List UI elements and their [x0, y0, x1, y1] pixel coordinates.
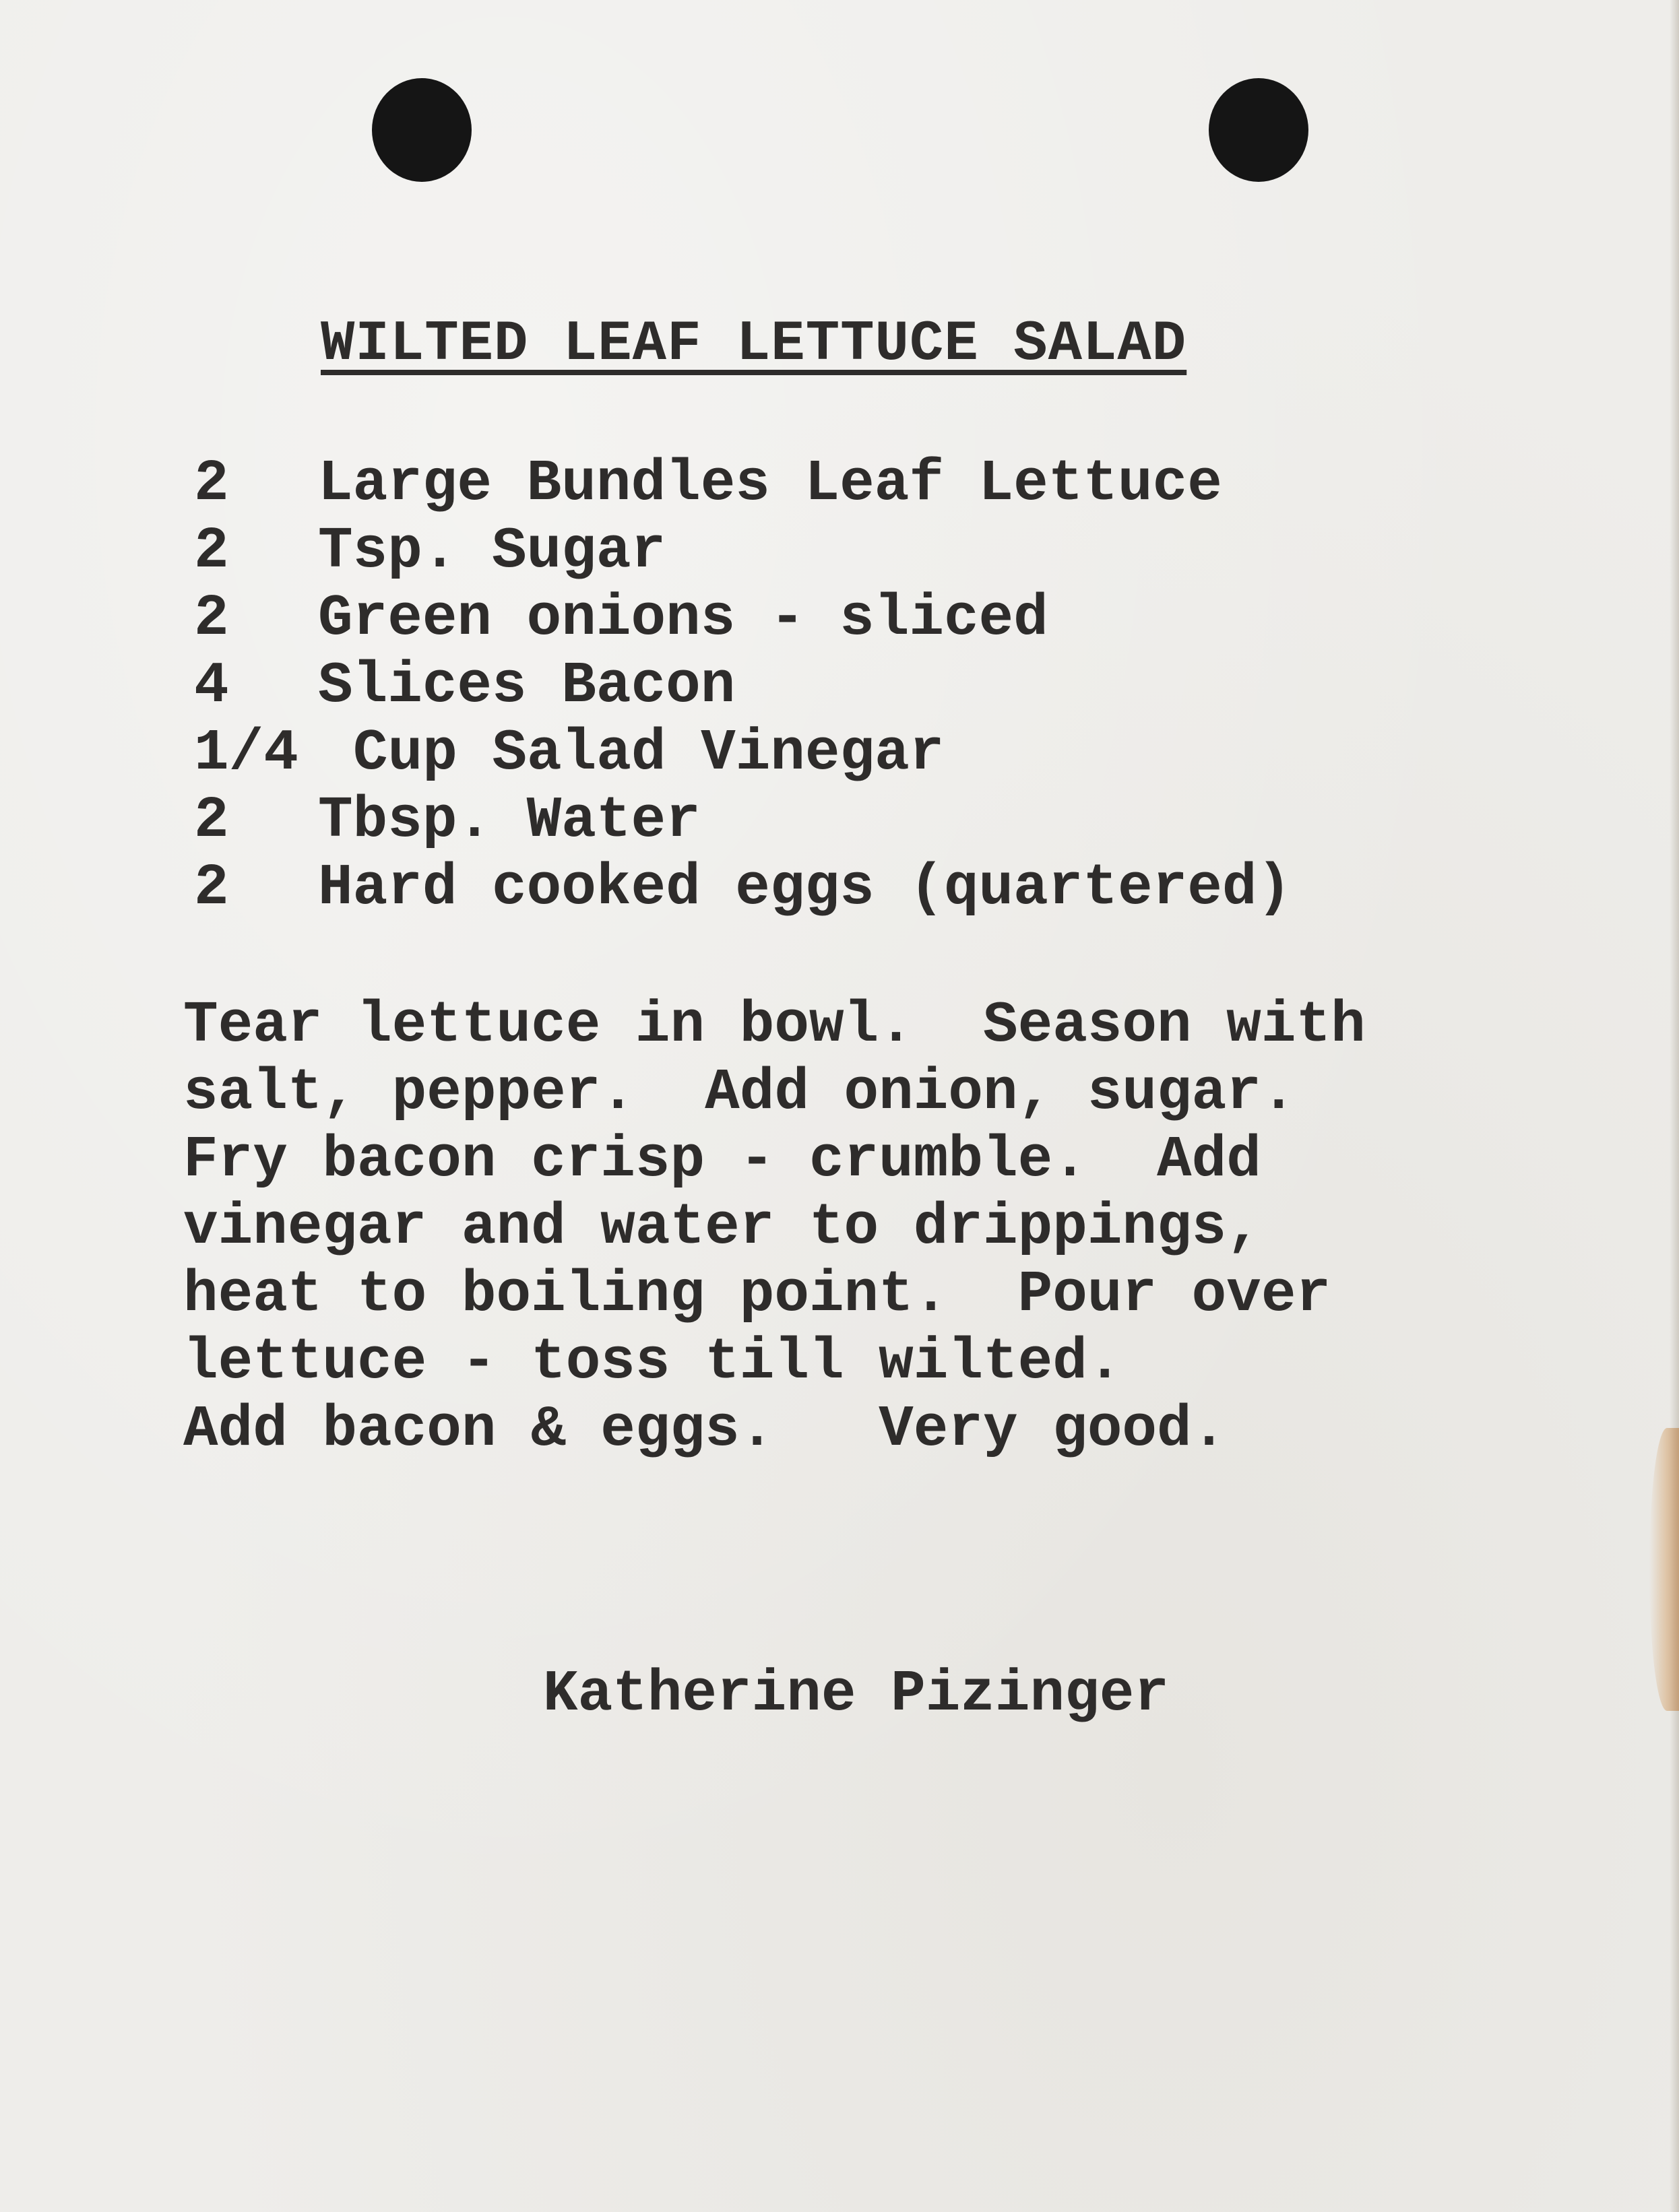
ingredient-list — [194, 450, 1292, 921]
direction-line: Fry bacon crisp - crumble. Add — [183, 1127, 1261, 1193]
directions — [183, 991, 1366, 1463]
direction-line: Add bacon & eggs. Very good. — [183, 1396, 1227, 1462]
direction-line: heat to boiling point. Pour over — [183, 1262, 1331, 1328]
ingredient-item — [194, 652, 1292, 719]
ingredient-quantity: 2 — [194, 585, 229, 651]
ingredient-item — [194, 787, 1292, 854]
ingredient-quantity: 2 — [194, 518, 229, 584]
ingredient-name: Hard cooked eggs (quartered) — [318, 855, 1292, 921]
recipe-title: WILTED LEAF LETTUCE SALAD — [321, 313, 1187, 377]
ingredient-quantity: 2 — [194, 451, 229, 517]
author-name: Katherine Pizinger — [543, 1661, 1169, 1727]
ingredient-item — [194, 854, 1292, 921]
punch-hole-right — [1209, 78, 1308, 182]
direction-line: lettuce - toss till wilted. — [183, 1329, 1122, 1395]
stain-mark — [1649, 1428, 1679, 1711]
ingredient-name: Slices Bacon — [318, 653, 736, 719]
ingredient-quantity: 4 — [194, 653, 229, 719]
ingredient-quantity: 2 — [194, 787, 229, 853]
ingredient-name: Cup Salad Vinegar — [353, 720, 945, 786]
direction-line: vinegar and water to drippings, — [183, 1194, 1261, 1260]
ingredient-quantity: 2 — [194, 855, 229, 921]
ingredient-name: Green onions - sliced — [318, 585, 1048, 651]
punch-hole-left — [372, 78, 472, 182]
ingredient-name: Tbsp. Water — [318, 787, 701, 853]
ingredient-item — [194, 517, 1292, 585]
direction-line: Tear lettuce in bowl. Season with — [183, 992, 1366, 1058]
direction-line: salt, pepper. Add onion, sugar. — [183, 1060, 1296, 1126]
ingredient-name: Tsp. Sugar — [318, 518, 666, 584]
ingredient-item — [194, 585, 1292, 652]
ingredient-name: Large Bundles Leaf Lettuce — [318, 451, 1222, 517]
card-edge-shadow — [1670, 0, 1679, 2212]
ingredient-item — [194, 450, 1292, 517]
ingredient-item — [194, 719, 1292, 787]
ingredient-quantity: 1/4 — [194, 720, 298, 786]
